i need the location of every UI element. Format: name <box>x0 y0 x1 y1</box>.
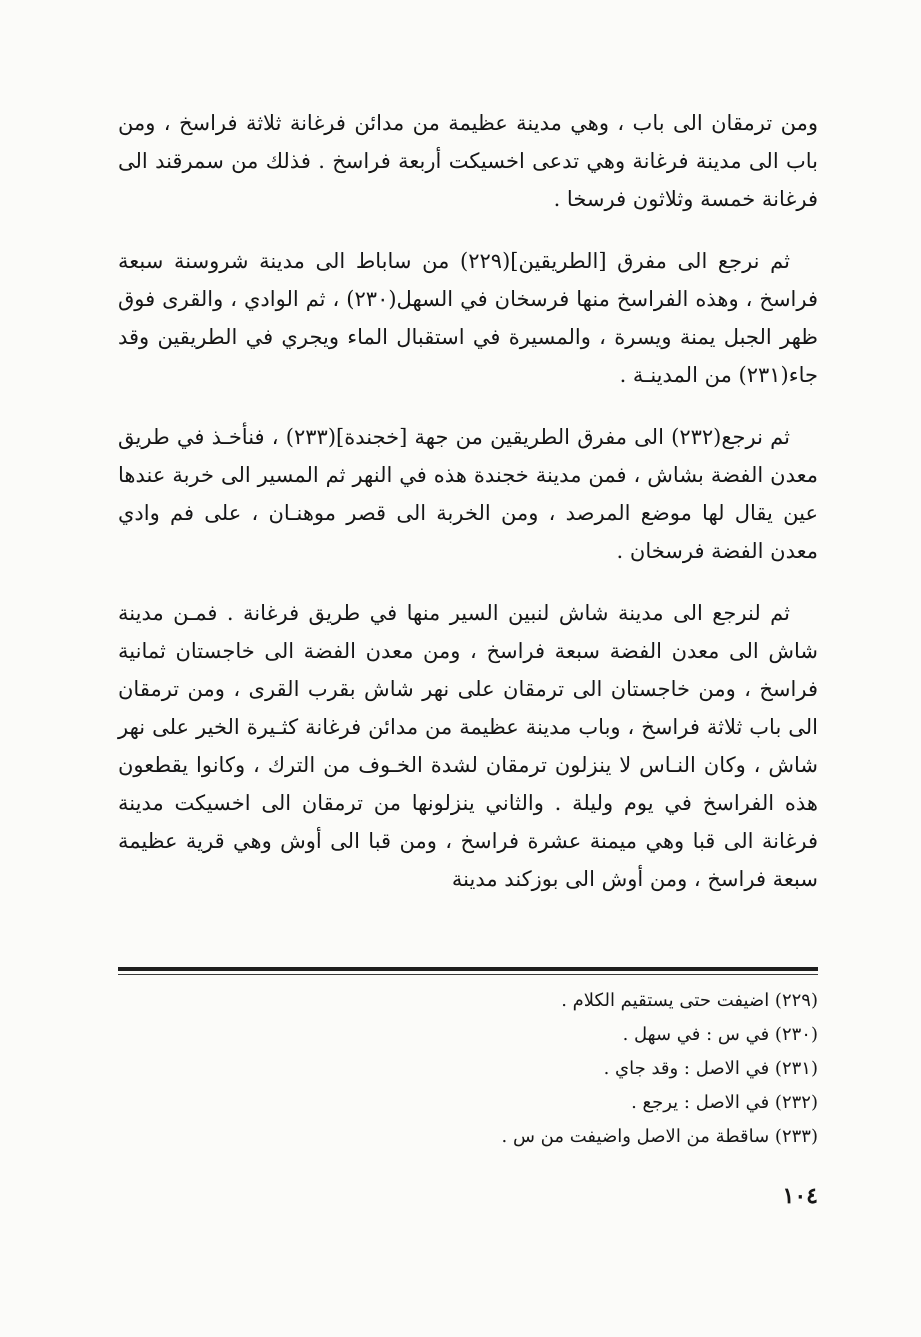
footnotes <box>118 984 818 1154</box>
main-text <box>118 104 818 922</box>
footnote-230: (٢٣٠) في س : في سهل . <box>622 1024 818 1045</box>
paragraph-3: ثم نرجع(٢٣٢) الى مفرق الطريقين من جهة [خجندة](٢٣٣) ، فنأخـذ في طريق معدن الفضة بشاش ، فمن مدينة خجندة هذه في النهر ثم المسير الى خربة عندها عين يقال لها موضع المرصد ، ومن الخربة الى قصر موهنـان ، على فم وادي معدن الفضة فرسخان . <box>118 425 818 563</box>
footnote-separator <box>118 967 818 971</box>
footnote-233: (٢٣٣) ساقطة من الاصل واضيفت من س . <box>501 1126 818 1147</box>
paragraph-1: ومن ترمقان الى باب ، وهي مدينة عظيمة من مدائن فرغانة ثلاثة فراسخ ، ومن باب الى مدينة فرغانة وهي تدعى اخسيكت أربعة فراسخ . فذلك من سمرقند الى فرغانة خمسة وثلاثون فرسخا . <box>118 111 818 211</box>
paragraph-2: ثم نرجع الى مفرق [الطريقين](٢٢٩) من ساباط الى مدينة شروسنة سبعة فراسخ ، وهذه الفراسخ منها فرسخان في السهل(٢٣٠) ، ثم الوادي ، والقرى فوق ظهر الجبل يمنة ويسرة ، والمسيرة في استقبال الماء ويجري في الطريقين وقد جاء(٢٣١) من المدينـة . <box>118 249 818 387</box>
footnote-229: (٢٢٩) اضيفت حتى يستقيم الكلام . <box>561 990 818 1011</box>
paragraph-4: ثم لنرجع الى مدينة شاش لنبين السير منها في طريق فرغانة . فمـن مدينة شاش الى معدن الفضة سبعة فراسخ ، ومن معدن الفضة الى خاجستان ثمانية فراسخ ، ومن خاجستان الى ترمقان على نهر شاش بقرب القرى ، ومن ترمقان الى باب ثلاثة فراسخ ، وباب مدينة عظيمة من مدائن فرغانة كثـيرة الخير على نهر شاش ، وكان النـاس لا ينزلون ترمقان لشدة الخـوف من الترك ، وكانوا يقطعون هذه الفراسخ في يوم وليلة . والثاني ينزلونها من ترمقان الى اخسيكت مدينة فرغانة الى قبا وهي ميمنة عشرة فراسخ ، ومن قبا الى أوش وهي قرية عظيمة سبعة فراسخ ، ومن أوش الى بوزكند مدينة <box>118 601 818 891</box>
footnote-231: (٢٣١) في الاصل : وقد جاي . <box>603 1058 818 1079</box>
page-number: ١٠٤ <box>782 1183 818 1209</box>
footnote-232: (٢٣٢) في الاصل : يرجع . <box>631 1092 818 1113</box>
